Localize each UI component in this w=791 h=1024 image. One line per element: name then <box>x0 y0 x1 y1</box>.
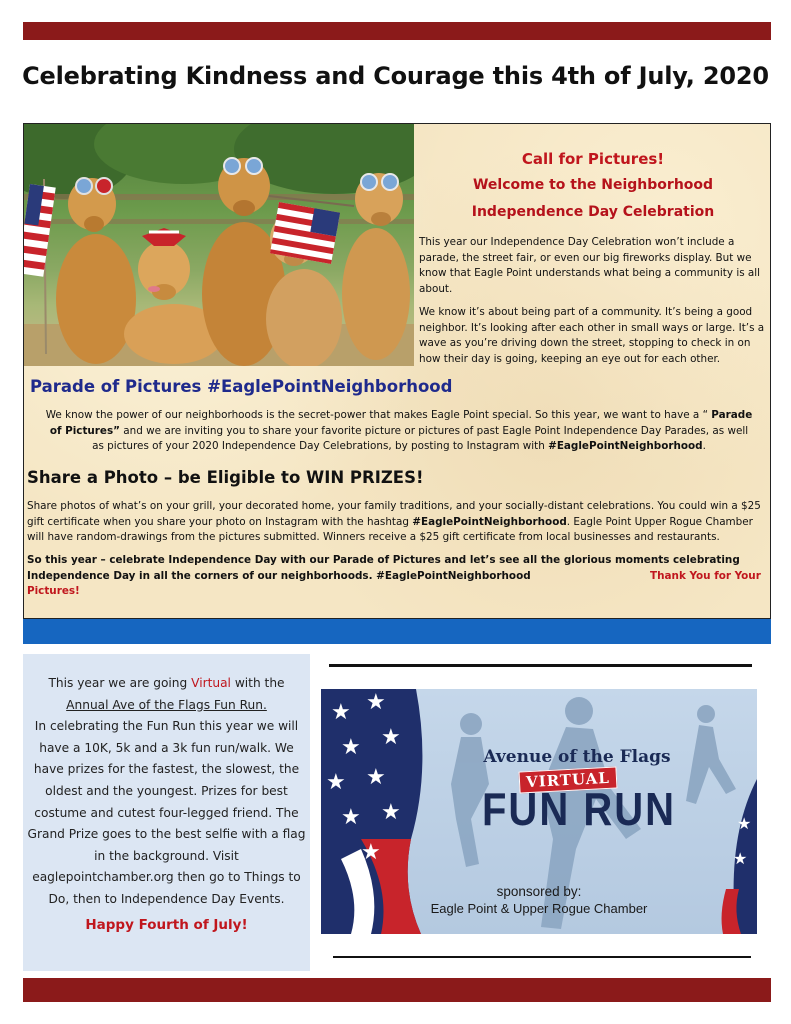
svg-text:★: ★ <box>381 725 401 750</box>
virtual-badge: VIRTUAL <box>518 766 617 793</box>
fun-run-name: Annual Ave of the Flags Fun Run. <box>66 697 267 712</box>
bottom-divider-line <box>333 956 751 958</box>
dogs-with-flags-photo <box>24 124 414 366</box>
fun-run-graphic <box>321 689 757 934</box>
svg-text:★: ★ <box>341 805 361 830</box>
virtual-word: Virtual <box>191 676 231 690</box>
blue-divider-band <box>23 619 771 644</box>
avenue-of-the-flags-title: Avenue of the Flags <box>483 747 671 767</box>
sponsored-by-label: sponsored by: <box>496 884 582 899</box>
top-divider-line <box>329 664 752 667</box>
happy-fourth-text: Happy Fourth of July! <box>85 916 248 933</box>
fun-run-description: In celebrating the Fun Run this year we will have a 10K, 5k and a 3k fun run/walk. We have prizes for the fastest, the slowest, the oldest and the youngest. Prizes for best costume and cutest four-legged friend. The Grand Prize goes to the best selfie with a flag in the background. Visit eaglepointchamber.org then go to Things to Do, then to Independence Day Events. <box>27 719 306 906</box>
svg-text:★: ★ <box>331 700 351 725</box>
bottom-maroon-bar <box>23 978 771 1002</box>
fun-run-info-box <box>23 654 310 971</box>
closing-paragraph: So this year – celebrate Independence Day with our Parade of Pictures and let’s see all the glorious moments celebrating Independence Day in all the corners of our neighborhoods. #EaglePointNeighborhood Thank You for Your Pictures! <box>27 554 761 597</box>
share-paragraph: Share photos of what’s on your grill, your decorated home, your family traditions, and your socially-distant celebrations. You could win a $25 gift certificate when you share your photo on Instagram with the hashtag #EaglePointNeighborhood. Eagle Point Upper Rogue Chamber will have random-drawings from the pictures submitted. Winners receive a $25 gift certificate from local businesses and restaurants. <box>27 500 761 543</box>
svg-text:★: ★ <box>381 800 401 825</box>
svg-text:★: ★ <box>326 770 346 795</box>
page-title: Celebrating Kindness and Courage this 4th of July, 2020 <box>22 62 769 90</box>
share-photo-heading: Share a Photo – be Eligible to WIN PRIZES! <box>27 468 424 487</box>
svg-text:★: ★ <box>366 690 386 715</box>
top-maroon-bar <box>23 22 771 40</box>
celebration-subheading: Independence Day Celebration <box>471 204 715 220</box>
sponsor-name: Eagle Point & Upper Rogue Chamber <box>430 901 648 916</box>
svg-text:★: ★ <box>366 765 386 790</box>
welcome-subheading: Welcome to the Neighborhood <box>472 177 714 193</box>
intro-paragraph-2: We know it’s about being part of a community. It’s being a good neighbor. It’s looking after each other in small ways or large. It’s a wave as you’re driving down the street, stopping to check in on how their day is going, keeping an eye out for each other. <box>419 306 765 365</box>
call-for-pictures-panel <box>23 123 771 619</box>
svg-text:★: ★ <box>737 814 752 833</box>
svg-text:★: ★ <box>341 735 361 760</box>
virtual-intro-line: This year we are going Virtual with the <box>48 676 285 690</box>
parade-paragraph: We know the power of our neighborhoods is the secret-power that makes Eagle Point special. So this year, we want to have a “ Parade of Pictures” and we are inviting you to share your favorite picture or pictures of past Eagle Point Independence Day Parades, as well as pictures of your 2020 Independence Day Celebrations, by posting to Instagram with #EaglePointNeighborhood. <box>45 409 753 452</box>
parade-of-pictures-heading: Parade of Pictures #EaglePointNeighborhood <box>30 377 453 396</box>
svg-text:★: ★ <box>733 849 748 868</box>
call-for-pictures-heading: Call for Pictures! <box>521 150 665 168</box>
svg-text:★: ★ <box>361 840 381 865</box>
intro-paragraph-1: This year our Independence Day Celebration won’t include a parade, the street fair, or even our big fireworks display. But we know that Eagle Point understands what being a community is all about. <box>419 236 761 295</box>
fun-run-headline: FUN RUN <box>482 784 676 836</box>
thank-you-text: Thank You for Your Pictures! <box>27 569 761 597</box>
